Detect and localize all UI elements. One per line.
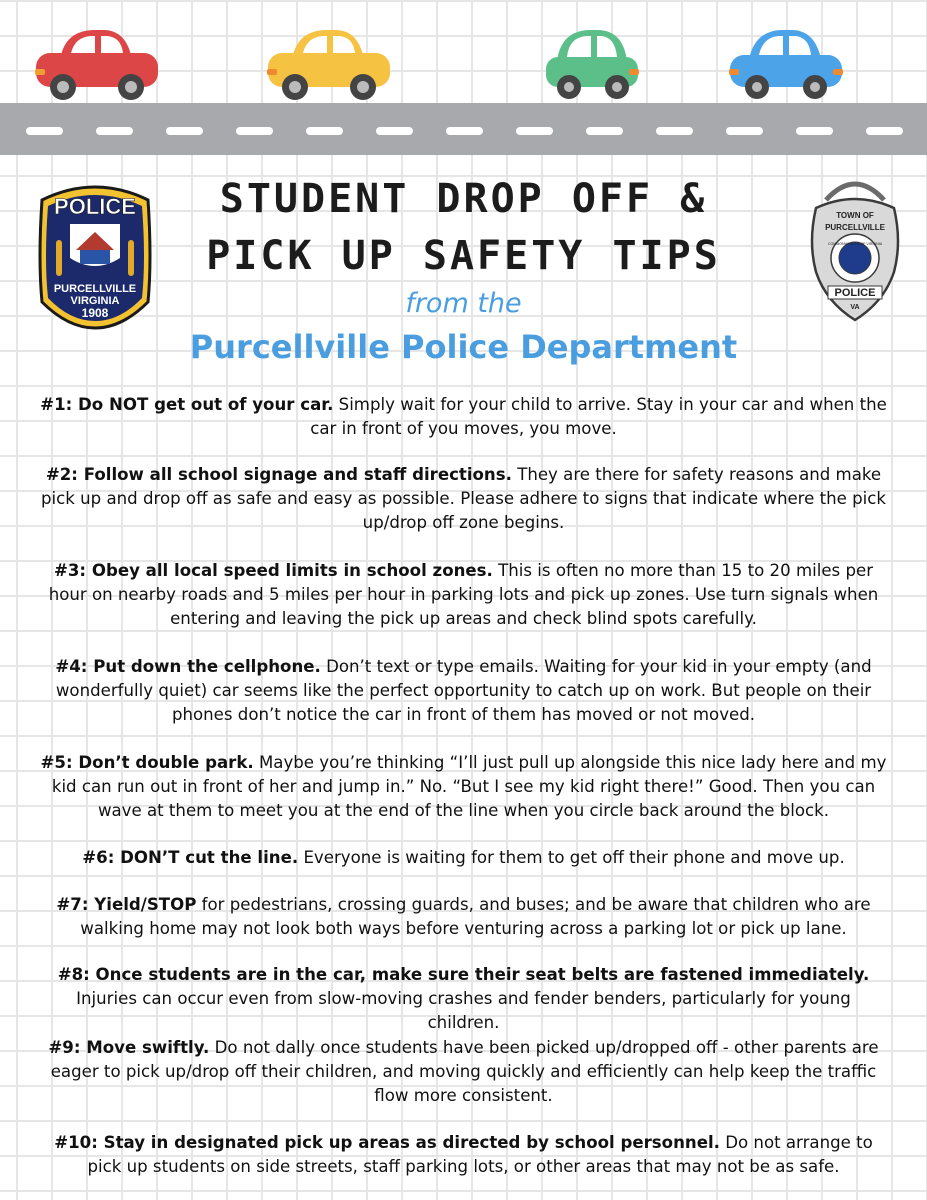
badge-town-text: PURCELLVILLE — [825, 223, 885, 232]
title-line-2: PICK UP SAFETY TIPS — [206, 233, 721, 279]
tip-2 — [40, 463, 887, 535]
tip-3-body: This is often no more than 15 to 20 miles per hour on nearby roads and 5 miles per hour in parking lots and pick up zones. Use turn signals when entering and leaving the pick up areas and check blind spots carefully. — [48, 561, 879, 628]
tip-7-lead: #7: Yield/STOP — [56, 895, 197, 914]
tip-5 — [40, 751, 887, 823]
road-dash — [796, 127, 833, 135]
tip-8 — [40, 963, 887, 1035]
badge-top-text: TOWN OF — [836, 211, 874, 220]
badge-state-text: VA — [850, 304, 860, 311]
patch-year-text: 1908 — [81, 306, 109, 320]
tip-6-body: Everyone is waiting for them to get off their phone and move up. — [298, 848, 845, 867]
tip-2-lead: #2: Follow all school signage and staff directions. — [45, 465, 512, 484]
road-dash — [376, 127, 413, 135]
road-dash — [306, 127, 343, 135]
tip-7-body: for pedestrians, crossing guards, and buses; and be aware that children who are walking home may not look both ways before venturing across a parking lot or pick up lane. — [80, 895, 871, 938]
tip-10-body: Do not arrange to pick up students on side streets, staff parking lots, or other areas that may not be as safe. — [87, 1133, 873, 1176]
tip-3 — [40, 559, 887, 631]
tip-4-body: Don’t text or type emails. Waiting for your kid in your empty (and wonderfully quiet) car seems like the perfect opportunity to catch up on work. But people on their phones don’t notice the car in front of them has moved or not moved. — [55, 657, 872, 724]
tip-1 — [40, 393, 887, 441]
tip-8-lead: #8: Once students are in the car, make sure their seat belts are fastened immediately. — [57, 965, 870, 984]
road-dash — [516, 127, 553, 135]
tip-10 — [40, 1131, 887, 1179]
tip-8-body: Injuries can occur even from slow-moving crashes and fender benders, particularly for young children. — [76, 989, 851, 1032]
road-dash — [236, 127, 273, 135]
tip-6-lead: #6: DON’T cut the line. — [82, 848, 299, 867]
road-dash — [26, 127, 63, 135]
badge-bottom-text: POLICE — [834, 287, 876, 299]
tip-4 — [40, 655, 887, 727]
tip-9-lead: #9: Move swiftly. — [48, 1038, 210, 1057]
department-name: Purcellville Police Department — [189, 328, 738, 366]
badge-ring-text: COMMONWEALTH OF VIRGINIA — [827, 242, 883, 246]
title-line-1: STUDENT DROP OFF & — [219, 176, 708, 222]
road-dash — [446, 127, 483, 135]
tip-1-lead: #1: Do NOT get out of your car. — [40, 395, 334, 414]
road-dash — [866, 127, 903, 135]
blue-car-icon — [727, 25, 845, 101]
patch-state-text: VIRGINIA — [70, 295, 120, 307]
tip-2-body: They are there for safety reasons and make pick up and drop off as safe and easy as possible. Please adhere to signs that indicate where the pick up/drop off zone begins. — [41, 465, 886, 532]
road-dash — [586, 127, 623, 135]
tip-9-body: Do not dally once students have been picked up/dropped off - other parents are eager to pick up/drop off their children, and moving quickly and efficiently can help keep the traffic flow more consistent. — [50, 1038, 879, 1105]
road-dash — [656, 127, 693, 135]
tip-9 — [40, 1036, 887, 1108]
tip-10-lead: #10: Stay in designated pick up areas as directed by school personnel. — [54, 1133, 720, 1152]
road-dash — [96, 127, 133, 135]
road-dash — [726, 127, 763, 135]
tip-7 — [40, 893, 887, 941]
red-car-icon — [33, 25, 161, 101]
road-dash — [166, 127, 203, 135]
tip-3-lead: #3: Obey all local speed limits in school zones. — [53, 561, 493, 580]
tip-5-body: Maybe you’re thinking “I’ll just pull up alongside this nice lady here and my kid can run out in front of her and jump in.” No. “But I see my kid right there!” Good. Then you can wave at them to meet you at the end of the line when you circle back around the block. — [51, 753, 887, 820]
tip-6 — [40, 846, 887, 870]
patch-top-text: POLICE — [54, 194, 136, 219]
yellow-car-icon — [265, 25, 393, 101]
road-banner — [0, 103, 927, 155]
tip-4-lead: #4: Put down the cellphone. — [55, 657, 321, 676]
tip-1-body: Simply wait for your child to arrive. Stay in your car and when the car in front of you moves, you move. — [310, 395, 887, 438]
green-car-icon — [543, 25, 641, 101]
from-the-subtitle: from the — [405, 288, 522, 319]
tip-5-lead: #5: Don’t double park. — [40, 753, 254, 772]
patch-town-text: PURCELLVILLE — [53, 283, 137, 295]
